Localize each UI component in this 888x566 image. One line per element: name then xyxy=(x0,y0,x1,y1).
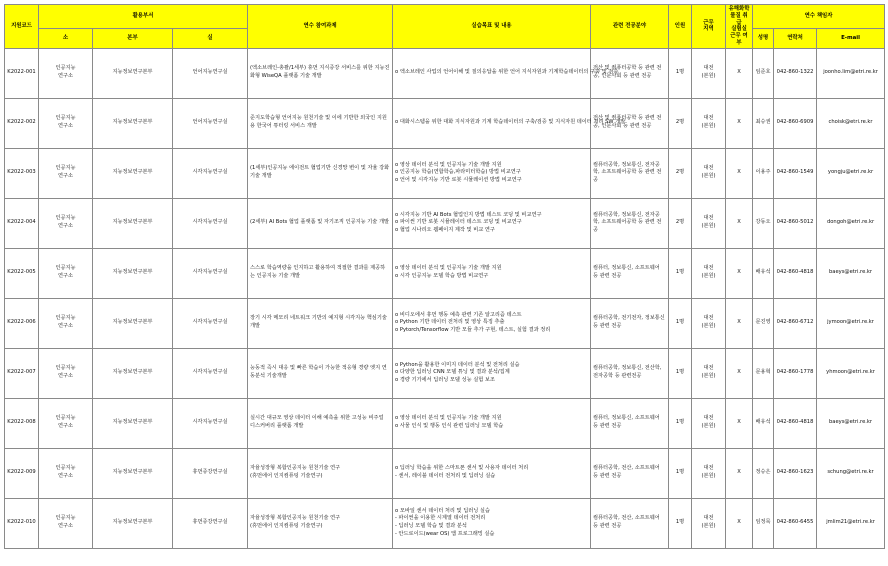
task-cell: 자율성장형 복합인공지능 원천기술 연구 (휴먼에어 인지컴퓨팅 기술연구) xyxy=(248,448,393,498)
people-cell: 2명 xyxy=(669,148,692,198)
dept-sil-cell: 시각지능연구실 xyxy=(173,198,248,248)
header-field: 관련 전공분야 xyxy=(591,5,669,49)
phone-cell: 042-860-4818 xyxy=(774,248,817,298)
table-row xyxy=(5,48,885,98)
goal-line: o 대화시스템을 위한 대화 지식자원과 기계 학습데이터의 구축/검증 및 지식자원 데이터 처리 SW 개발 xyxy=(395,119,626,126)
support-code-cell: K2022-006 xyxy=(5,298,39,348)
name-cell: 배유석 xyxy=(753,398,774,448)
goal-line: o 모바일 센서 데이터 처리 및 딥러닝 실습 xyxy=(395,507,490,514)
support-code-cell: K2022-008 xyxy=(5,398,39,448)
goal-line: o 영상 데이터 분석 및 인공지능 기술 개발 지원 xyxy=(395,265,502,272)
dept-sil-cell: 시각지능연구실 xyxy=(173,248,248,298)
people-cell: 1명 xyxy=(669,448,692,498)
dept-sil-cell: 휴먼증강연구실 xyxy=(173,498,248,548)
people-cell: 1명 xyxy=(669,248,692,298)
header-location xyxy=(692,5,726,49)
dept-so-cell: 인공지능 연구소 xyxy=(39,398,93,448)
location-cell: 대전 (본원) xyxy=(692,148,726,198)
goals-cell xyxy=(393,498,591,548)
dept-so-cell: 인공지능 연구소 xyxy=(39,298,93,348)
task-cell: 자율성장형 복합인공지능 원천기술 연구 (휴먼에어 인지컴퓨팅 기술연구) xyxy=(248,498,393,548)
dept-sil-cell: 언어지능연구실 xyxy=(173,98,248,148)
phone-cell: 042-860-1778 xyxy=(774,348,817,398)
goals-cell xyxy=(393,148,591,198)
goal-line: - 안드로이드(wear OS) 앱 프로그래밍 실습 xyxy=(395,530,495,537)
table-row xyxy=(5,98,885,148)
goal-line: o 사물 인식 및 행동 인식 관련 딥러닝 모델 학습 xyxy=(395,423,504,429)
program-table-body xyxy=(5,48,885,548)
task-cell: 실시간 대규모 영상 데이터 이해 예측을 위한 고성능 비주얼 디스커버리 플랫폼 개발 xyxy=(248,398,393,448)
dept-so-cell: 인공지능 연구소 xyxy=(39,448,93,498)
location-cell: 대전 (본원) xyxy=(692,398,726,448)
goal-line: o 인공지능 학습(연합학습,파라미터학습) 방법 비교연구 xyxy=(395,169,521,176)
dept-bonbu-cell: 지능정보연구본부 xyxy=(93,48,173,98)
people-cell: 1명 xyxy=(669,298,692,348)
table-row xyxy=(5,248,885,298)
dept-so-cell: 인공지능 연구소 xyxy=(39,198,93,248)
header-email: E-mail xyxy=(817,29,885,48)
dept-so-cell: 인공지능 연구소 xyxy=(39,348,93,398)
task-cell: 스스로 학습역량을 인지하고 활용하여 적절한 결과를 제공하는 인공지능 기술 개발 xyxy=(248,248,393,298)
hazard-cell: X xyxy=(726,198,753,248)
dept-so-cell: 인공지능 연구소 xyxy=(39,148,93,198)
task-cell: 준지도학습형 언어지능 원천기술 및 이에 기반한 외국인 지원용 한국어 튜터링 서비스 개발 xyxy=(248,98,393,148)
header-dept-sil: 실 xyxy=(173,29,248,48)
goal-line: o 시각 인공지능 모델 학습 방법 비교연구 xyxy=(395,273,489,279)
header-goals: 실습목표 및 내용 xyxy=(393,5,591,49)
goal-line: o Python 기반 데이터 전처리 및 영상 특징 추출 xyxy=(395,319,505,326)
location-cell: 대전 (본원) xyxy=(692,248,726,298)
dept-sil-cell: 시각지능연구실 xyxy=(173,298,248,348)
task-cell: (2세부) AI Bots 협업 플랫폼 및 자기조직 인공지능 기술 개발 xyxy=(248,198,393,248)
phone-cell: 042-860-1549 xyxy=(774,148,817,198)
dept-so-cell: 인공지능 연구소 xyxy=(39,248,93,298)
name-cell: 최승권 xyxy=(753,98,774,148)
location-cell: 대전 (본원) xyxy=(692,448,726,498)
goals-cell xyxy=(393,448,591,498)
support-code-cell: K2022-002 xyxy=(5,98,39,148)
location-cell: 대전 (본원) xyxy=(692,98,726,148)
dept-bonbu-cell: 지능정보연구본부 xyxy=(93,98,173,148)
hazard-cell: X xyxy=(726,448,753,498)
dept-so-cell: 인공지능 연구소 xyxy=(39,98,93,148)
hazard-cell: X xyxy=(726,348,753,398)
goal-line: o Python을 활용한 이미지 데이터 분석 및 전처리 실습 xyxy=(395,361,520,368)
header-hazard-text: 유해화학 물질 취급 실험실 근무 여부 xyxy=(728,6,750,46)
task-cell: (1세부)인공지능 에이전트 협업기반 신경망 변이 및 자율 강화 기술 개발 xyxy=(248,148,393,198)
goal-line: o 엑소브레인 사업의 언어이해 및 질의응답을 위한 언어 지식자원과 기계학습데이터의 구축 및 검증 xyxy=(395,69,619,76)
location-cell: 대전 (본원) xyxy=(692,298,726,348)
hazard-cell: X xyxy=(726,298,753,348)
header-phone: 연락처 xyxy=(774,29,817,48)
goal-line: - 파이썬을 이용한 시계열 데이터 전처리 xyxy=(395,515,486,522)
goal-line: o 딥러닝 학습을 위한 스마트폰 센서 및 사용자 데이터 처리 xyxy=(395,465,529,472)
goal-line: o 언어 및 시각지능 기반 로봇 시뮬레이션 방법 비교연구 xyxy=(395,176,522,183)
hazard-cell: X xyxy=(726,98,753,148)
phone-cell: 042-860-4818 xyxy=(774,398,817,448)
phone-cell: 042-860-1623 xyxy=(774,448,817,498)
email-cell: jymoon@etri.re.kr xyxy=(817,298,885,348)
support-code-cell: K2022-007 xyxy=(5,348,39,398)
phone-cell: 042-860-5012 xyxy=(774,198,817,248)
dept-sil-cell: 휴먼증강연구실 xyxy=(173,448,248,498)
goals-cell xyxy=(393,48,619,98)
task-cell: 능동적 즉시 대응 및 빠른 학습이 가능한 적응형 경량 엣지 연동분석 기술개발 xyxy=(248,348,393,398)
dept-sil-cell: 시각지능연구실 xyxy=(173,398,248,448)
program-table-wrapper xyxy=(4,4,884,549)
name-cell: 임정묵 xyxy=(753,498,774,548)
goals-cell xyxy=(393,348,591,398)
location-cell: 대전 (본원) xyxy=(692,198,726,248)
dept-bonbu-cell: 지능정보연구본부 xyxy=(93,148,173,198)
dept-bonbu-cell: 지능정보연구본부 xyxy=(93,398,173,448)
phone-cell: 042-860-1322 xyxy=(774,48,817,98)
hazard-cell: X xyxy=(726,498,753,548)
name-cell: 문용혁 xyxy=(753,348,774,398)
header-location-text: 근무 지역 xyxy=(703,19,714,33)
location-cell: 대전 (본원) xyxy=(692,348,726,398)
goals-cell xyxy=(393,298,591,348)
support-code-cell: K2022-003 xyxy=(5,148,39,198)
name-cell: 문진영 xyxy=(753,298,774,348)
goals-cell xyxy=(393,398,591,448)
task-cell: 장기 시각 메모리 네트워크 기반의 예지형 시각지능 핵심기술 개발 xyxy=(248,298,393,348)
table-row xyxy=(5,148,885,198)
table-row xyxy=(5,498,885,548)
support-code-cell: K2022-009 xyxy=(5,448,39,498)
dept-bonbu-cell: 지능정보연구본부 xyxy=(93,448,173,498)
header-hazard xyxy=(726,5,753,49)
name-cell: 이용주 xyxy=(753,148,774,198)
goals-cell xyxy=(393,248,591,298)
header-dept: 활용부서 xyxy=(39,5,248,29)
dept-bonbu-cell: 지능정보연구본부 xyxy=(93,248,173,298)
dept-bonbu-cell: 지능정보연구본부 xyxy=(93,298,173,348)
field-cell: 컴퓨터공학, 정보통신, 전자공학, 소프트웨어공학 등 관련 전공 xyxy=(591,148,669,198)
hazard-cell: X xyxy=(726,148,753,198)
support-code-cell: K2022-004 xyxy=(5,198,39,248)
table-row xyxy=(5,298,885,348)
dept-sil-cell: 언어지능연구실 xyxy=(173,48,248,98)
email-cell: baeys@etri.re.kr xyxy=(817,248,885,298)
header-supervisor: 연수 책임자 xyxy=(753,5,885,29)
field-cell: 컴퓨터공학, 정보통신, 전자공학, 소프트웨어공학 등 관련 전공 xyxy=(591,198,669,248)
dept-bonbu-cell: 지능정보연구본부 xyxy=(93,498,173,548)
goals-cell xyxy=(393,198,591,248)
goal-line: o 시각지능 기반 AI Bots 협업인지 방법 테스트 코딩 및 비교연구 xyxy=(395,211,542,218)
header-dept-bonbu: 본부 xyxy=(93,29,173,48)
people-cell: 2명 xyxy=(669,98,692,148)
field-cell: 컴퓨터공학, 전산, 소프트웨어 등 관련 전공 xyxy=(591,498,669,548)
phone-cell: 042-860-6455 xyxy=(774,498,817,548)
dept-sil-cell: 시각지능연구실 xyxy=(173,348,248,398)
dept-so-cell: 인공지능 연구소 xyxy=(39,48,93,98)
goal-line: - 센서, 레이블 데이터 전처리 및 딥러닝 실습 xyxy=(395,473,496,479)
table-row xyxy=(5,448,885,498)
people-cell: 1명 xyxy=(669,498,692,548)
goal-line: o 비디오에서 휴먼 행동 예측 관련 기존 알고리즘 테스트 xyxy=(395,311,522,318)
goal-line: o 경량 기기에서 딥러닝 모델 성능 실험 보조 xyxy=(395,376,495,383)
name-cell: 임준호 xyxy=(753,48,774,98)
dept-so-cell: 인공지능 연구소 xyxy=(39,498,93,548)
field-cell: 컴퓨터, 정보통신, 소프트웨어 등 관련 전공 xyxy=(591,398,669,448)
field-cell: 컴퓨터공학, 전기전자, 정보통신 등 관련 전공 xyxy=(591,298,669,348)
hazard-cell: X xyxy=(726,248,753,298)
email-cell: choisk@etri.re.kr xyxy=(817,98,885,148)
email-cell: joonho.lim@etri.re.kr xyxy=(817,48,885,98)
dept-bonbu-cell: 지능정보연구본부 xyxy=(93,198,173,248)
program-table xyxy=(4,4,885,549)
phone-cell: 042-860-6712 xyxy=(774,298,817,348)
email-cell: schung@etri.re.kr xyxy=(817,448,885,498)
email-cell: dongoh@etri.re.kr xyxy=(817,198,885,248)
goal-line: o 다양한 딥러닝 CNN 모델 튜닝 및 결과 분석/집계 xyxy=(395,369,510,376)
field-cell: 컴퓨터공학, 정보통신, 전산학, 전자공학 등 관련전공 xyxy=(591,348,669,398)
name-cell: 정승은 xyxy=(753,448,774,498)
goal-line: o 영상 데이터 분석 및 인공지능 기술 개발 지원 xyxy=(395,161,502,168)
dept-bonbu-cell: 지능정보연구본부 xyxy=(93,348,173,398)
support-code-cell: K2022-010 xyxy=(5,498,39,548)
goal-line: - 딥러닝 모델 학습 및 결과 분석 xyxy=(395,523,467,529)
task-cell: (엑소브레인-총괄/1세부) 휴먼 지식증강 서비스를 위한 지능진화형 WiseQA 플랫폼 기술 개발 xyxy=(248,48,393,98)
table-row xyxy=(5,198,885,248)
field-cell: 컴퓨터공학, 전산, 소프트웨어 등 관련 전공 xyxy=(591,448,669,498)
goals-cell xyxy=(393,98,626,148)
support-code-cell: K2022-005 xyxy=(5,248,39,298)
goal-line: o 파이썬 기반 로봇 시뮬레이터 테스트 코딩 및 비교연구 xyxy=(395,219,522,226)
location-cell: 대전 (본원) xyxy=(692,48,726,98)
header-task: 연수 참여과제 xyxy=(248,5,393,49)
name-cell: 배유석 xyxy=(753,248,774,298)
support-code-cell: K2022-001 xyxy=(5,48,39,98)
table-row xyxy=(5,398,885,448)
people-cell: 1명 xyxy=(669,48,692,98)
email-cell: yongju@etri.re.kr xyxy=(817,148,885,198)
goal-line: o 영상 데이터 분석 및 인공지능 기술 개발 지원 xyxy=(395,415,502,422)
header-dept-so: 소 xyxy=(39,29,93,48)
location-cell: 대전 (본원) xyxy=(692,498,726,548)
table-row xyxy=(5,348,885,398)
people-cell: 1명 xyxy=(669,348,692,398)
field-cell: 전산 및 컴퓨터공학 등 관련 전공, 인문사회 등 관련 전공 xyxy=(591,98,669,148)
header-name: 성명 xyxy=(753,29,774,48)
field-cell: 전산 및 컴퓨터공학 등 관련 전공, 인문사회 등 관련 전공 xyxy=(591,48,669,98)
field-cell: 컴퓨터, 정보통신, 소프트웨어 등 관련 전공 xyxy=(591,248,669,298)
header-support-code: 지원코드 xyxy=(5,5,39,49)
email-cell: baeys@etri.re.kr xyxy=(817,398,885,448)
hazard-cell: X xyxy=(726,48,753,98)
name-cell: 강동오 xyxy=(753,198,774,248)
header-people: 인원 xyxy=(669,5,692,49)
dept-sil-cell: 시각지능연구실 xyxy=(173,148,248,198)
goal-line: o 협업 시나리오 웹페이지 제작 및 비교 연구 xyxy=(395,226,495,233)
email-cell: jmlim21@etri.re.kr xyxy=(817,498,885,548)
goal-line: o Pytorch/Tensorflow 기반 모듈 추가 구현, 테스트, 실험 결과 정리 xyxy=(395,326,551,333)
people-cell: 1명 xyxy=(669,398,692,448)
phone-cell: 042-860-6909 xyxy=(774,98,817,148)
email-cell: yhmoon@etri.re.kr xyxy=(817,348,885,398)
people-cell: 2명 xyxy=(669,198,692,248)
hazard-cell: X xyxy=(726,398,753,448)
